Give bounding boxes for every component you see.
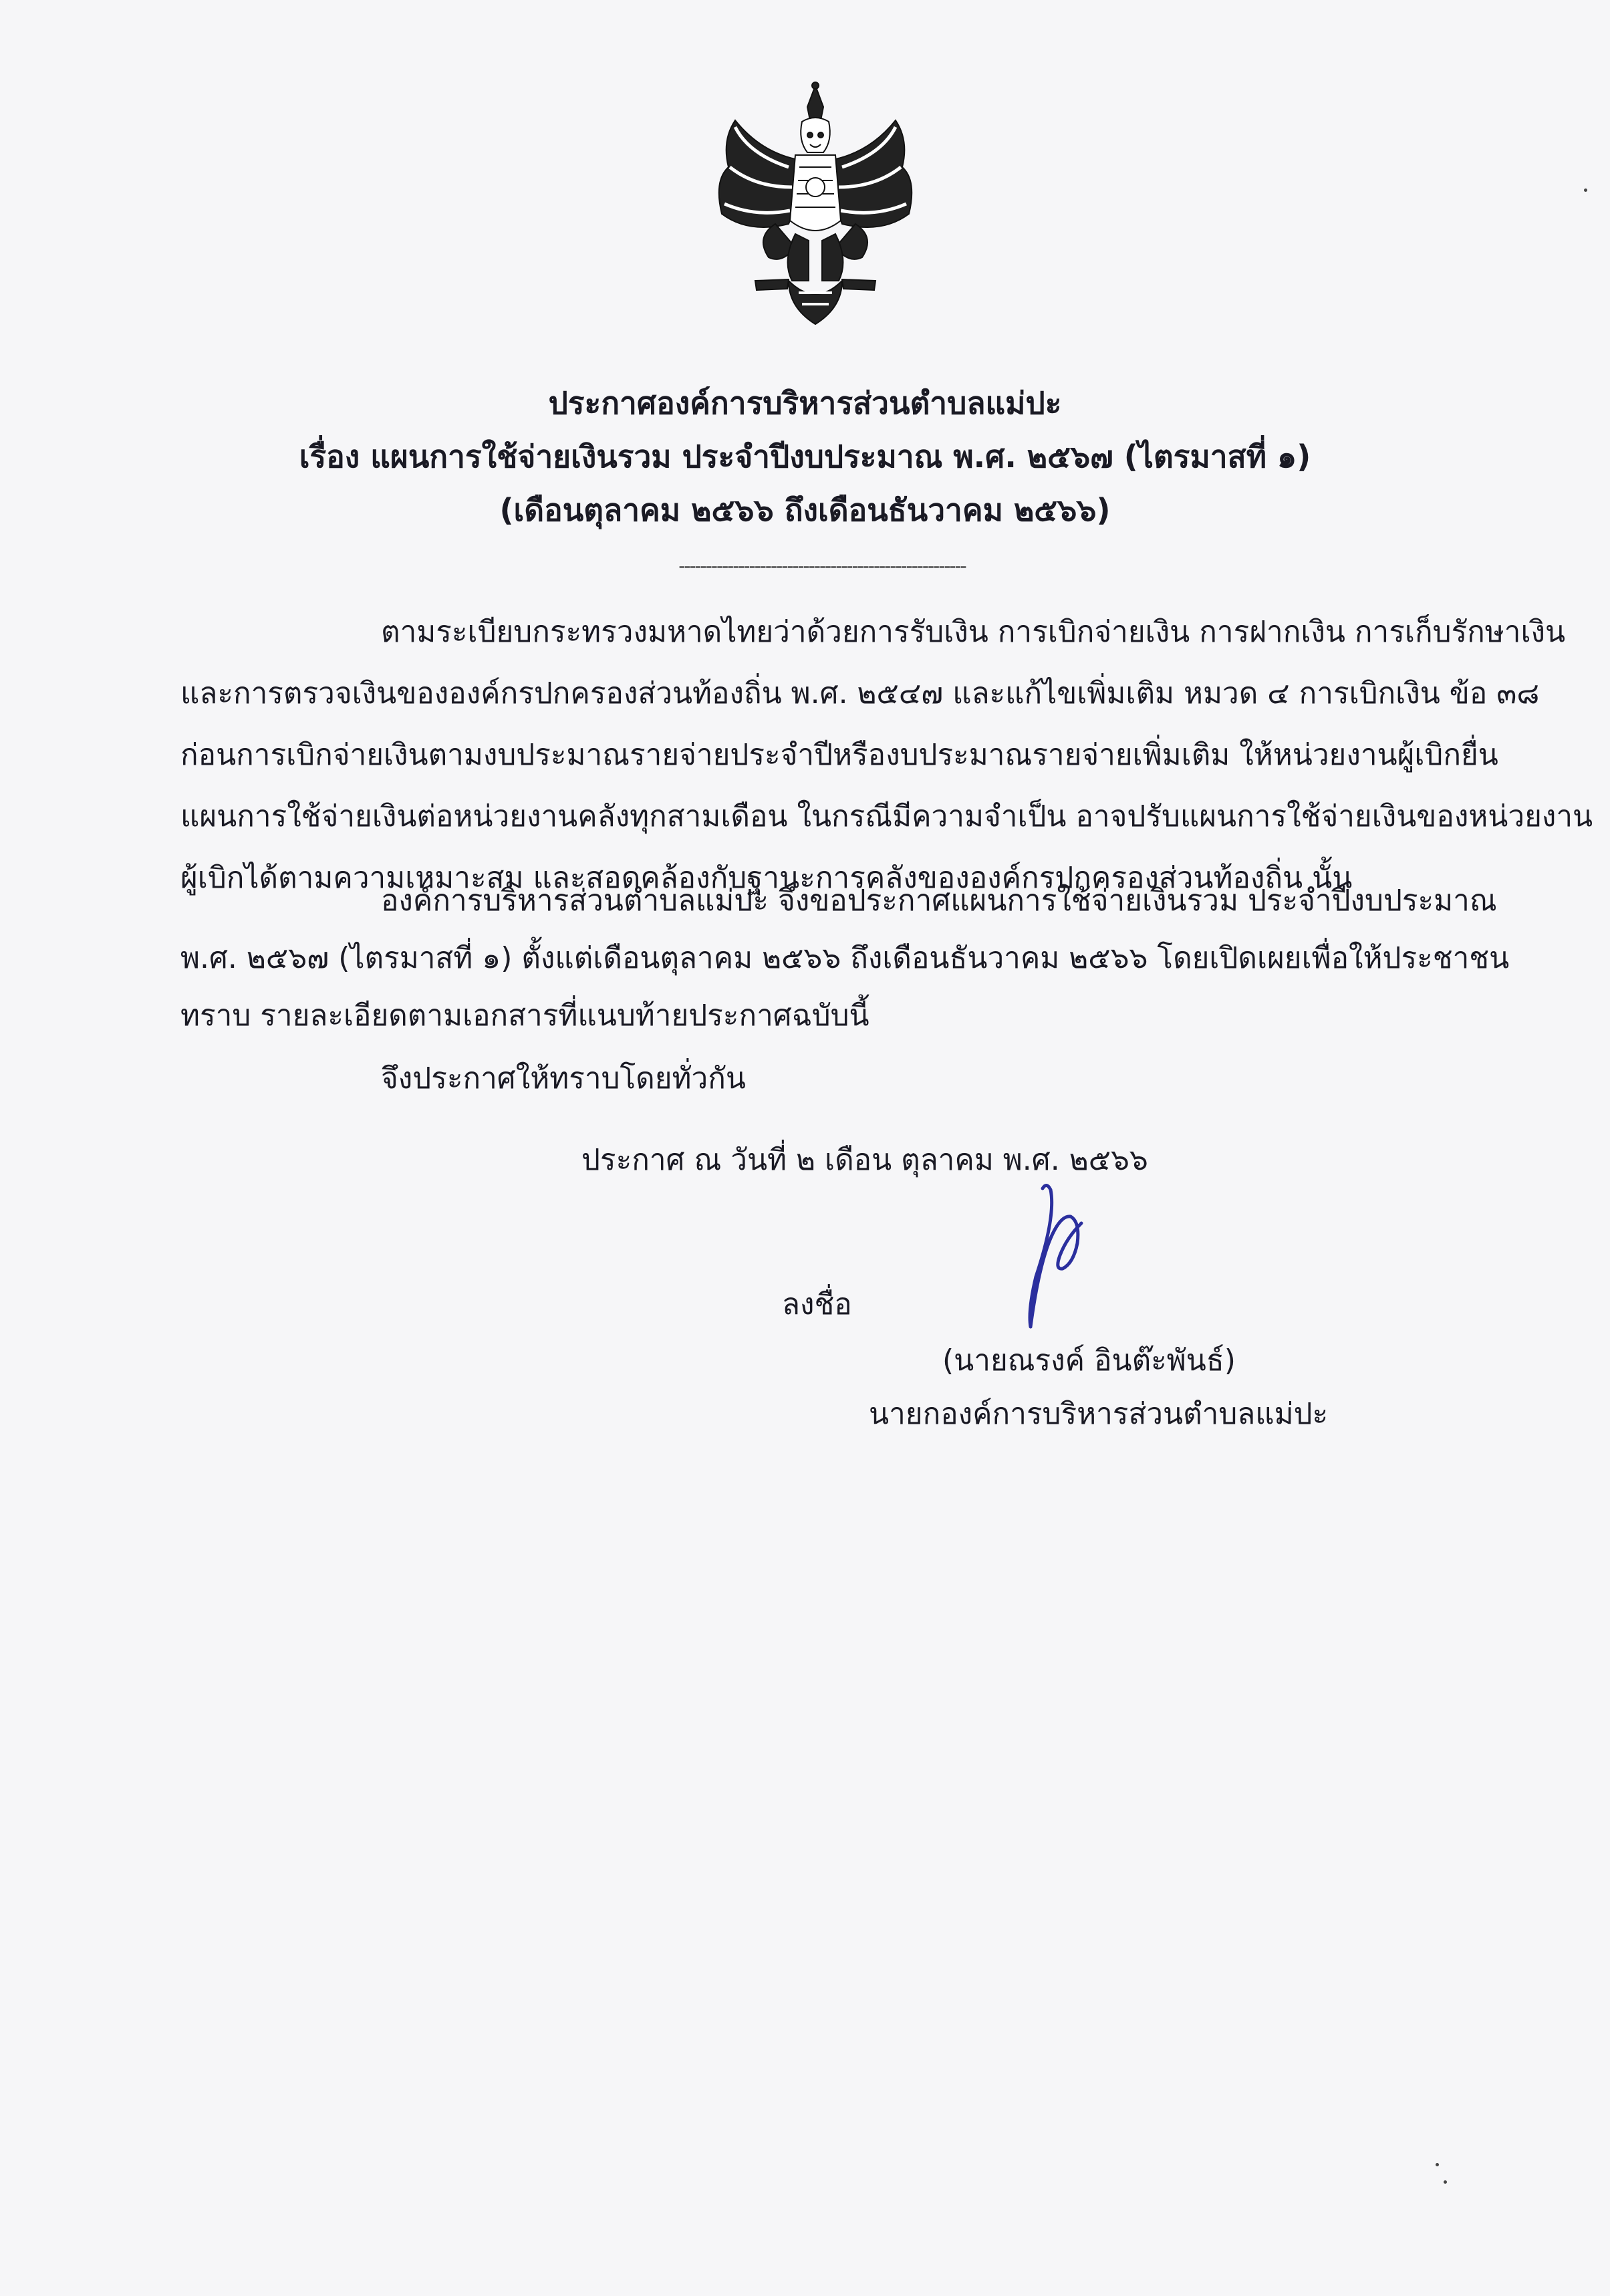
announcement-period: (เดือนตุลาคม ๒๕๖๖ ถึงเดือนธันวาคม ๒๕๖๖) — [499, 492, 1111, 528]
signature-label: ลงชื่อ — [782, 1287, 852, 1321]
signatory-position: นายกองค์การบริหารส่วนตำบลแม่ปะ — [869, 1397, 1329, 1431]
announcement-title: ประกาศองค์การบริหารส่วนตำบลแม่ปะ — [548, 385, 1062, 421]
paragraph2-line: พ.ศ. ๒๕๖๗ (ไตรมาสที่ ๑) ตั้งแต่เดือนตุลาคม ๒๕๖๖ ถึงเดือนธันวาคม ๒๕๖๖ โดยเปิดเผยเพื่อให้ประชาชน — [180, 941, 1510, 975]
closing-statement: จึงประกาศให้ทราบโดยทั่วกัน — [381, 1061, 746, 1096]
scan-speck — [1436, 2163, 1439, 2166]
paragraph2-line: องค์การบริหารส่วนตำบลแม่ปะ จึงขอประกาศแผนการใช้จ่ายเงินรวม ประจำปีงบประมาณ — [381, 884, 1497, 918]
title-separator: ----------------------------------------------------- — [678, 555, 966, 577]
handwritten-signature — [1016, 1176, 1096, 1344]
paragraph1-line: ก่อนการเบิกจ่ายเงินตามงบประมาณรายจ่ายประจำปีหรืองบประมาณรายจ่ายเพิ่มเติม ให้หน่วยงานผู้เบิกยื่น — [180, 738, 1498, 772]
scan-speck — [1444, 2180, 1447, 2184]
paragraph1-line: ผู้เบิกได้ตามความเหมาะสม และสอดคล้องกับฐานะการคลังขององค์กรปกครองส่วนท้องถิ่น นั้น — [180, 861, 1353, 895]
signatory-name: (นายณรงค์ อินต๊ะพันธ์) — [942, 1344, 1236, 1378]
paragraph1-line: และการตรวจเงินขององค์กรปกครองส่วนท้องถิ่น พ.ศ. ๒๕๔๗ และแก้ไขเพิ่มเติม หมวด ๔ การเบิกเงิน ข้อ ๓๘ — [180, 676, 1540, 711]
garuda-emblem-icon — [708, 80, 922, 331]
scan-speck — [1584, 188, 1587, 192]
paragraph1-line: แผนการใช้จ่ายเงินต่อหน่วยงานคลังทุกสามเดือน ในกรณีมีความจำเป็น อาจปรับแผนการใช้จ่ายเงินของหน่วยงาน — [180, 799, 1593, 834]
announcement-subject: เรื่อง แผนการใช้จ่ายเงินรวม ประจำปีงบประมาณ พ.ศ. ๒๕๖๗ (ไตรมาสที่ ๑) — [299, 438, 1311, 475]
announcement-date: ประกาศ ณ วันที่ ๒ เดือน ตุลาคม พ.ศ. ๒๕๖๖ — [581, 1143, 1148, 1177]
paragraph1-line: ตามระเบียบกระทรวงมหาดไทยว่าด้วยการรับเงิน การเบิกจ่ายเงิน การฝากเงิน การเก็บรักษาเงิน — [381, 615, 1566, 649]
paragraph2-line: ทราบ รายละเอียดตามเอกสารที่แนบท้ายประกาศฉบับนี้ — [180, 999, 869, 1033]
